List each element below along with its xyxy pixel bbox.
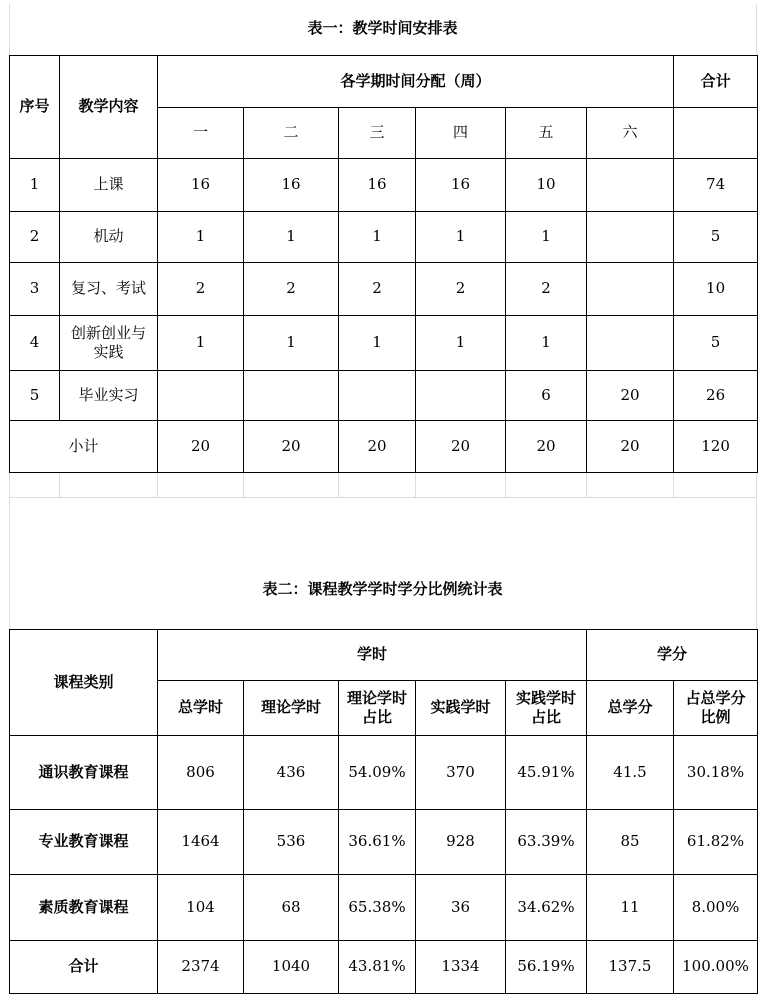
gridline <box>673 472 674 497</box>
table-row <box>10 263 758 316</box>
cell-content: 上课 <box>60 159 158 212</box>
header-semester-2: 二 <box>244 108 339 159</box>
cell-value: 436 <box>244 736 339 810</box>
header-total: 合计 <box>674 56 758 108</box>
cell-value: 2 <box>244 263 339 316</box>
cell-value: 1 <box>506 212 587 263</box>
cell-value <box>587 263 674 316</box>
header-theory-ratio-text: 理论学时占比 <box>346 688 407 726</box>
cell-value: 100.00% <box>674 941 758 994</box>
header-content: 教学内容 <box>60 56 158 159</box>
table-row <box>10 371 758 421</box>
cell-value: 68 <box>244 875 339 941</box>
cell-value: 54.09% <box>339 736 416 810</box>
subtotal-label: 小计 <box>10 421 158 473</box>
subtotal-value: 20 <box>339 421 416 473</box>
cell-category: 合计 <box>10 941 158 994</box>
cell-value: 65.38% <box>339 875 416 941</box>
cell-value <box>339 371 416 421</box>
cell-category: 通识教育课程 <box>10 736 158 810</box>
header-practice-ratio <box>506 681 587 736</box>
cell-seq: 1 <box>10 159 60 212</box>
credit-hours-table <box>9 629 758 994</box>
cell-value <box>587 212 674 263</box>
cell-total: 26 <box>674 371 758 421</box>
cell-content-text: 创新创业与实践 <box>70 323 146 361</box>
cell-total: 5 <box>674 316 758 371</box>
gridline <box>756 472 757 630</box>
table-row <box>10 810 758 875</box>
cell-value: 1 <box>158 212 244 263</box>
header-theory-hours: 理论学时 <box>244 681 339 736</box>
cell-value: 2 <box>158 263 244 316</box>
gridline <box>59 472 60 497</box>
subtotal-value: 20 <box>244 421 339 473</box>
subtotal-value: 20 <box>587 421 674 473</box>
subtotal-row <box>10 421 758 473</box>
cell-total: 74 <box>674 159 758 212</box>
cell-value: 536 <box>244 810 339 875</box>
cell-value: 11 <box>587 875 674 941</box>
teaching-schedule-table <box>9 55 758 473</box>
cell-value: 16 <box>158 159 244 212</box>
cell-content: 复习、考试 <box>60 263 158 316</box>
header-total-credits: 总学分 <box>587 681 674 736</box>
header-total-hours: 总学时 <box>158 681 244 736</box>
cell-value: 30.18% <box>674 736 758 810</box>
cell-value: 56.19% <box>506 941 587 994</box>
gridline <box>338 472 339 497</box>
gridline <box>9 472 10 630</box>
gridline <box>157 472 158 497</box>
cell-value: 10 <box>506 159 587 212</box>
cell-value: 85 <box>587 810 674 875</box>
cell-seq: 3 <box>10 263 60 316</box>
gridline <box>415 472 416 497</box>
cell-value: 2 <box>416 263 506 316</box>
subtotal-total: 120 <box>674 421 758 473</box>
header-total-empty <box>674 108 758 159</box>
cell-category: 专业教育课程 <box>10 810 158 875</box>
cell-value: 2 <box>506 263 587 316</box>
table-row <box>10 875 758 941</box>
cell-value: 8.00% <box>674 875 758 941</box>
table-row <box>10 212 758 263</box>
header-practice-hours: 实践学时 <box>416 681 506 736</box>
cell-seq: 4 <box>10 316 60 371</box>
cell-value: 36.61% <box>339 810 416 875</box>
cell-value: 43.81% <box>339 941 416 994</box>
gridline <box>505 472 506 497</box>
header-semester-5: 五 <box>506 108 587 159</box>
cell-value: 137.5 <box>587 941 674 994</box>
header-category: 课程类别 <box>10 630 158 736</box>
header-theory-ratio <box>339 681 416 736</box>
header-credits-group: 学分 <box>587 630 758 681</box>
header-seq: 序号 <box>10 56 60 159</box>
cell-value: 1 <box>158 316 244 371</box>
cell-value <box>158 371 244 421</box>
header-semester-6: 六 <box>587 108 674 159</box>
cell-value: 41.5 <box>587 736 674 810</box>
cell-content <box>60 316 158 371</box>
cell-value: 2374 <box>158 941 244 994</box>
cell-value: 1 <box>339 212 416 263</box>
header-semester-1: 一 <box>158 108 244 159</box>
header-semesters-group: 各学期时间分配（周） <box>158 56 674 108</box>
cell-value <box>244 371 339 421</box>
cell-value: 61.82% <box>674 810 758 875</box>
cell-value: 370 <box>416 736 506 810</box>
cell-value <box>416 371 506 421</box>
table-row <box>10 159 758 212</box>
cell-value: 16 <box>416 159 506 212</box>
cell-seq: 2 <box>10 212 60 263</box>
cell-seq: 5 <box>10 371 60 421</box>
table-row <box>10 736 758 810</box>
header-hours-group: 学时 <box>158 630 587 681</box>
cell-value: 1464 <box>158 810 244 875</box>
cell-value: 63.39% <box>506 810 587 875</box>
cell-value: 2 <box>339 263 416 316</box>
total-row <box>10 941 758 994</box>
cell-total: 5 <box>674 212 758 263</box>
subtotal-value: 20 <box>506 421 587 473</box>
table-row <box>10 316 758 371</box>
cell-value: 1 <box>244 316 339 371</box>
cell-value: 1040 <box>244 941 339 994</box>
cell-value: 34.62% <box>506 875 587 941</box>
header-semester-4: 四 <box>416 108 506 159</box>
cell-value <box>587 159 674 212</box>
gridline <box>9 497 757 498</box>
table1-caption: 表一：教学时间安排表 <box>307 19 458 37</box>
cell-value: 1 <box>416 316 506 371</box>
cell-value: 1334 <box>416 941 506 994</box>
gridline <box>756 4 757 56</box>
gridline <box>243 472 244 497</box>
cell-content: 机动 <box>60 212 158 263</box>
cell-value: 45.91% <box>506 736 587 810</box>
cell-value: 928 <box>416 810 506 875</box>
cell-value: 6 <box>506 371 587 421</box>
cell-value: 16 <box>339 159 416 212</box>
cell-content: 毕业实习 <box>60 371 158 421</box>
cell-category: 素质教育课程 <box>10 875 158 941</box>
header-credit-ratio <box>674 681 758 736</box>
header-practice-ratio-text: 实践学时占比 <box>515 688 576 726</box>
cell-value: 1 <box>416 212 506 263</box>
cell-value: 806 <box>158 736 244 810</box>
header-credit-ratio-text: 占总学分比例 <box>685 688 746 726</box>
cell-value <box>587 316 674 371</box>
subtotal-value: 20 <box>158 421 244 473</box>
cell-value: 16 <box>244 159 339 212</box>
cell-value: 36 <box>416 875 506 941</box>
cell-value: 104 <box>158 875 244 941</box>
cell-value: 1 <box>506 316 587 371</box>
header-semester-3: 三 <box>339 108 416 159</box>
subtotal-value: 20 <box>416 421 506 473</box>
table2-caption: 表二：课程教学学时学分比例统计表 <box>262 580 503 598</box>
cell-value: 20 <box>587 371 674 421</box>
cell-value: 1 <box>339 316 416 371</box>
cell-total: 10 <box>674 263 758 316</box>
gridline <box>586 472 587 497</box>
cell-value: 1 <box>244 212 339 263</box>
